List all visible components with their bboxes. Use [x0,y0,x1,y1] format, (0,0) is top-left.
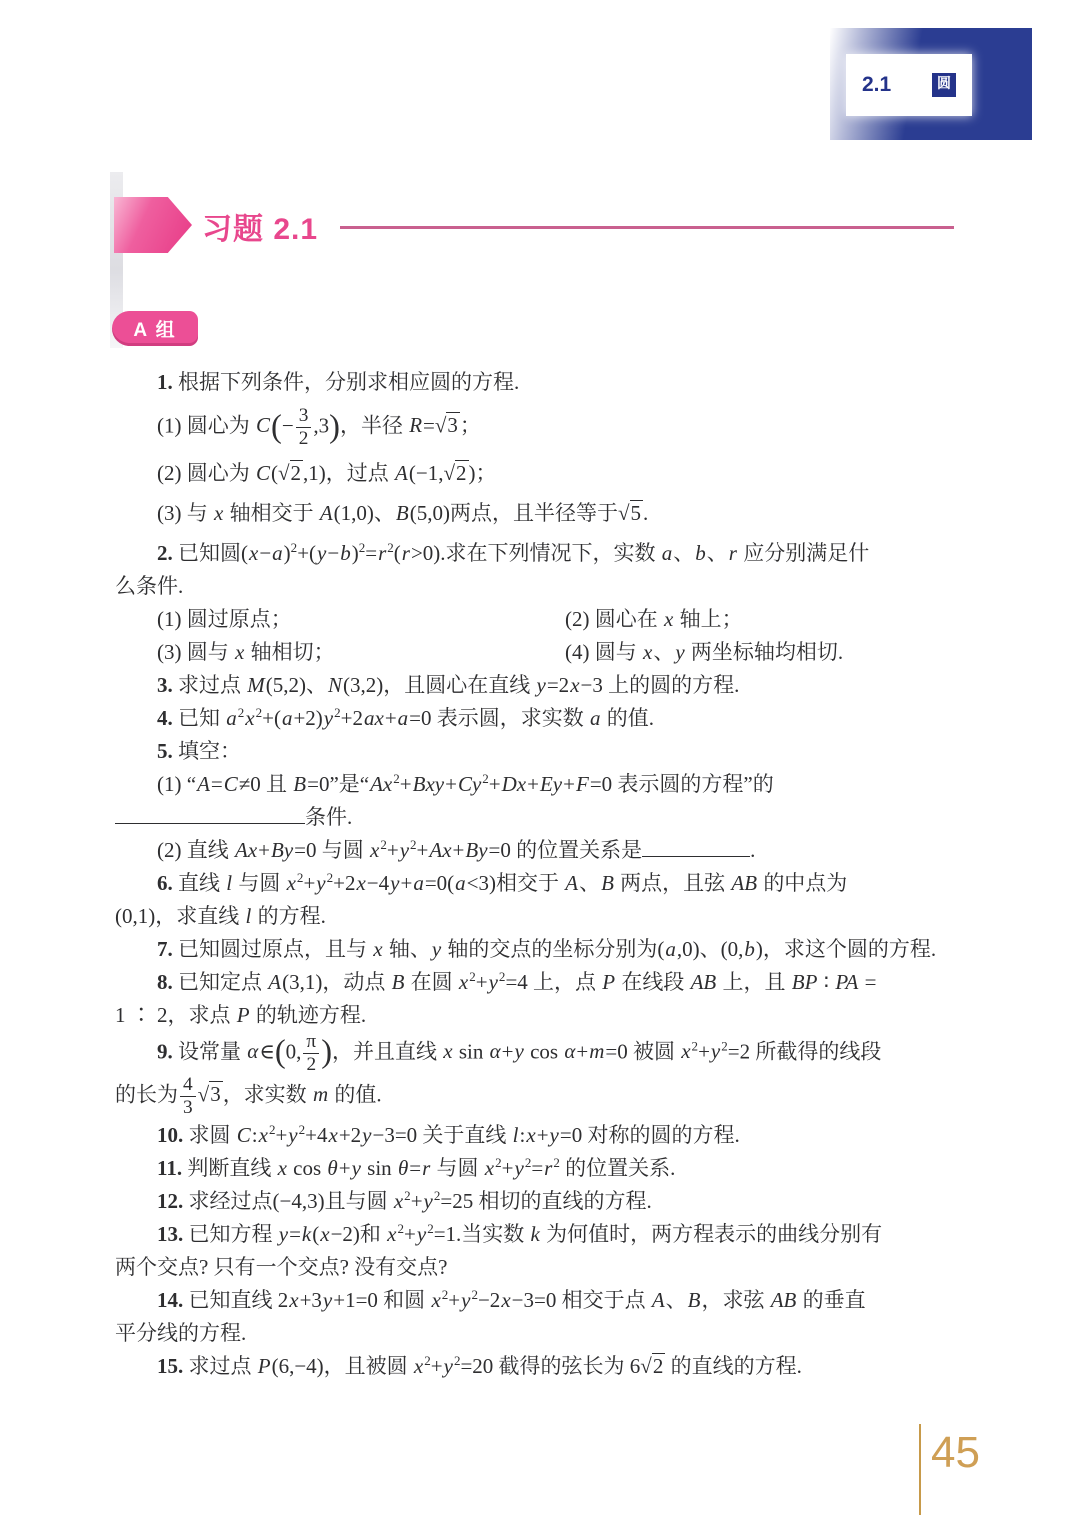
problem-14-line: 平分线的方程. [115,1320,247,1345]
exercise-title-row [112,196,960,256]
group-a-badge [112,311,198,346]
chapter-section-number: 2.1 [862,73,892,96]
problem-12-line: 12. 求经过点(−4,3)且与圆 $x^2+y^2=25$ 相切的直线的方程. [157,1187,652,1213]
problem-8-line: 1 ∶ 2，求点 P 的轨迹方程. [115,1002,367,1027]
problem-15-line: 15. 求过点 P(6,−4)，且被圆 $x^2+y^2=20$ 截得的弦长为 6√2 的直线的方程. [157,1352,802,1378]
exercise-title: 习题 2.1 [202,213,319,246]
arrow-icon [114,197,192,253]
footer-rule [919,1424,921,1515]
condition-left: (3) 圆与 x 轴相切； [157,639,335,664]
condition-right: (4) 圆与 x、y 两坐标轴均相切. [565,639,844,664]
problem-1-line: (3) 与 x 轴相交于 A(1,0)、B(5,0)两点，且半径等于√5. [157,500,649,525]
problem-1-line: 1. 根据下列条件，分别求相应圆的方程. [157,370,520,394]
fill-in-blank [642,834,750,857]
problem-11-line: 11. 判断直线 x cos θ+y sin θ=r 与圆 $x^2+y^2=r^2$ 的位置关系. [157,1154,676,1180]
problem-5-line: (1) “A=C≠0 且 B=0”是“$Ax^2+Bxy+Cy^2+Dx+Ey+F=0$ 表示圆的方程”的 [157,770,774,796]
problem-1-line: (2) 圆心为 C(√2,1)，过点 A(−1,√2)； [157,460,497,485]
condition-right: (2) 圆心在 x 轴上； [565,606,743,631]
title-divider-line [340,226,954,229]
problem-5-line: (2) 直线 Ax+By=0 与圆 $x^2+y^2+Ax+By=0$ 的位置关系是 . [115,834,970,867]
problem-4-line: 4. 已知 $a^2x^2+(a+2)y^2+2ax+a=0$ 表示圆，求实数 a 的值. [157,704,654,730]
problem-14-line: 14. 已知直线 2x+3y+1=0 和圆 $x^2+y^2-2x-3=0$ 相交于点 A、B，求弦 AB 的垂直 [157,1286,866,1312]
problem-2-line [115,603,970,636]
condition-left: (1) 圆过原点； [157,606,292,631]
page-number: 45 [931,1428,980,1477]
problem-6-line: 6. 直线 l 与圆 $x^2+y^2+2x-4y+a=0(a<3)$相交于 A、B 两点，且弦 AB 的中点为 [157,869,848,895]
problem-10-line: 10. 求圆 $C:x^2+y^2+4x+2y-3=0$ 关于直线 l:x+y=0 对称的圆的方程. [157,1121,740,1147]
problem-9-line: 的长为 $\frac{4}{3}$ √3，求实数 m 的值. [115,1074,382,1119]
problem-2-line: 2. 已知圆$(x-a)^2+(y-b)^2=r^2(r>0)$.求在下列情况下，实数 a、b、r 应分别满足什 [157,539,870,565]
chapter-title-icon: 圆 [932,73,956,97]
problem-5-line: 条件. [115,801,970,834]
chapter-tab [846,54,972,116]
problem-8-line: 8. 已知定点 A(3,1)，动点 B 在圆 $x^2+y^2=4$ 上，点 P 在线段 AB 上，且 BP ∶ PA = [157,968,877,994]
problem-list [115,366,970,1383]
problem-13-line: 13. 已知方程 y=k(x−2)和 $x^2+y^2=1$.当实数 k 为何值时，两方程表示的曲线分别有 [157,1220,883,1246]
problem-3-line: 3. 求过点 M(5,2)、N(3,2)，且圆心在直线 y=2x−3 上的圆的方程. [157,672,740,697]
problem-2-line [115,636,970,669]
problem-5-line: 5. 填空： [157,738,241,763]
group-a-label: A 组 [133,320,177,341]
fill-in-blank [115,801,305,824]
chapter-banner [830,28,1032,140]
problem-13-line: 两个交点? 只有一个交点? 没有交点? [115,1254,448,1279]
problem-6-line: (0,1)，求直线 l 的方程. [115,903,326,928]
problem-1-line: (1) 圆心为 C(− $\frac{3}{2}$ ,3)，半径 R=√3； [157,405,481,450]
problem-9-line: 9. 设常量 α∈(0, $\frac{\pi}{2}$ )，并且直线 x sin α+y cos α+m=0 被圆 $x^2+y^2=2$ 所截得的线段 [157,1030,882,1075]
problem-7-line: 7. 已知圆过原点，且与 x 轴、y 轴的交点的坐标分别为(a,0)、(0,b)，求这个圆的方程. [157,936,937,961]
problem-2-line: 么条件. [115,573,184,598]
